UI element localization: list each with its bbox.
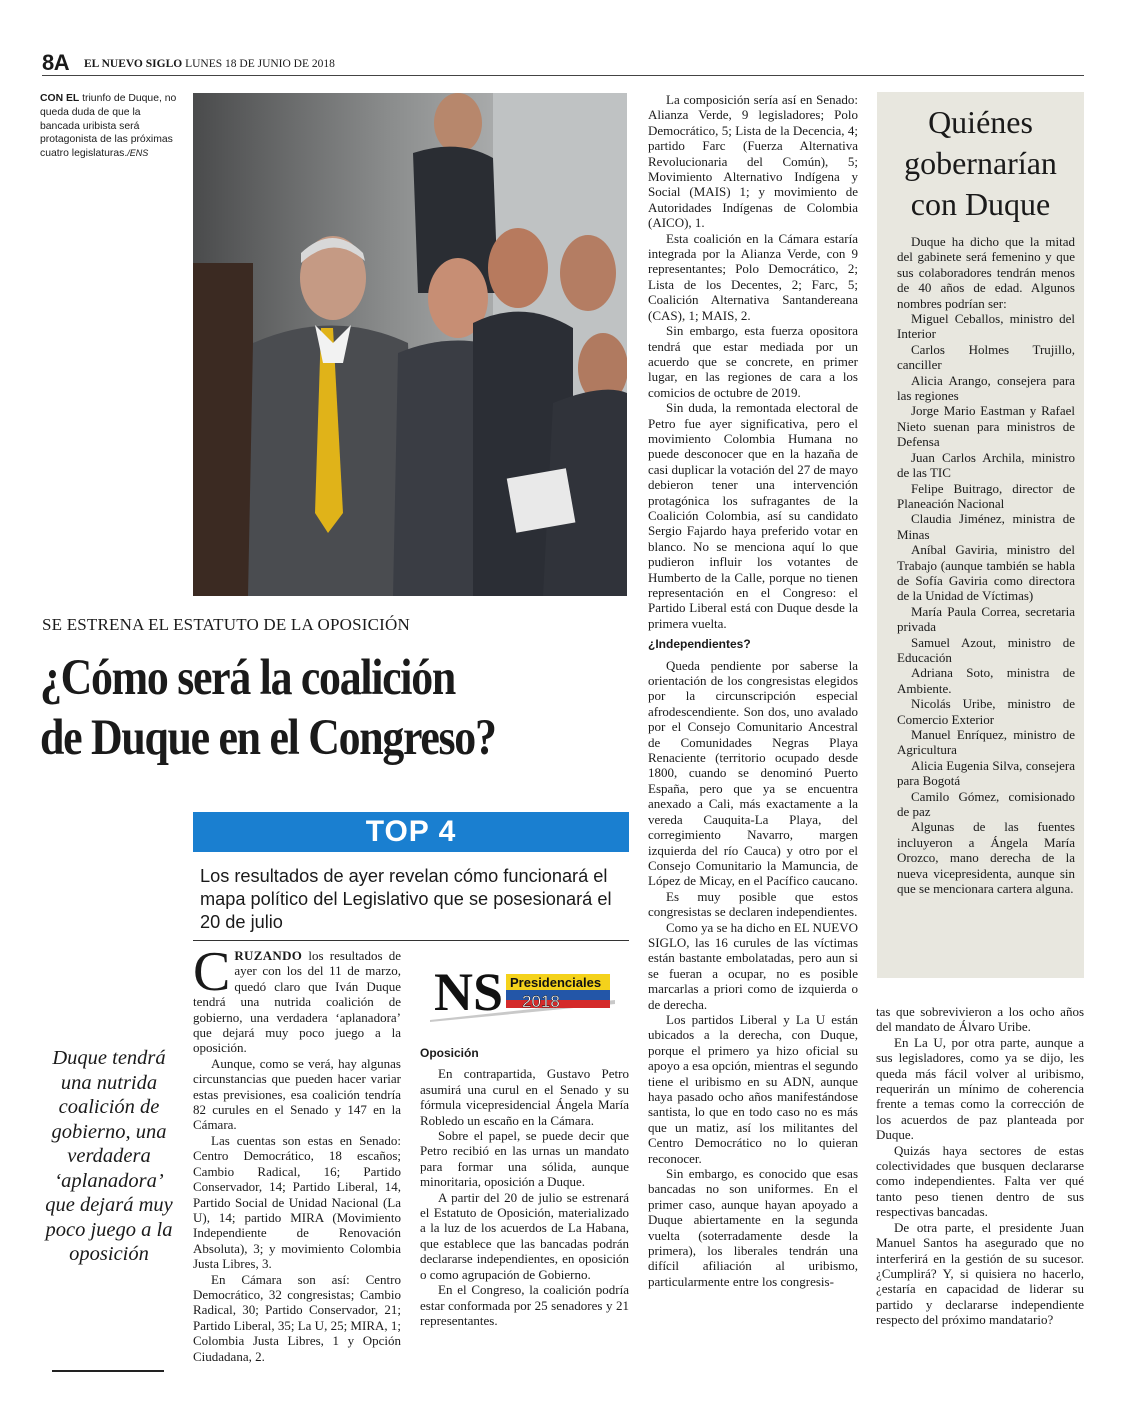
headline-line-1: ¿Cómo será la coalición [40, 650, 455, 706]
sidebar-item: Jorge Mario Eastman y Rafael Nieto suenan para ministros de Defensa [897, 403, 1075, 450]
article-paragraph: La composición sería así en Senado: Alianza Verde, 9 legisladores; Polo Democrático, 5; Lista de la Decencia, 4; partido Farc (Fuerza Alternativa Revolucionaria del Común), 5; Movimiento Alternativo Indígena y Social (MAIS) 1; y movimiento de Autoridades Indígenas de Colombia (AICO), 1. [648, 92, 858, 231]
article-paragraph: Aunque, como se verá, hay algunas circunstancias que pueden hacer variar estas previsiones, esa coalición tendría 82 curules en el Senado y 147 en la Cámara. [193, 1055, 401, 1133]
article-paragraph: Sin embargo, esta fuerza opositora tendrá que estar mediada por un acuerdo que se concrete, en primer lugar, en las regiones de cara a los comicios de octubre de 2019. [648, 323, 858, 400]
article-paragraph: Queda pendiente por saberse la orientación de los congresistas elegidos por la circunscripción especial afrodescendiente. Son dos, uno avalado por el Consejo Comunitario Ancestral de Comunidades Negras Playa Renaciente (territorio ocupado desde 1800, cuando se denominó Puerto España, pero que ya se encuentra anexado a Cali, más exactamente a la vereda Cauquita-La Playa, del corregimiento Navarro, margen izquierda del río Cauca) y otro por el Consejo Comunitario la Mamuncia, de López de Micay, en el Pacífico caucano. [648, 657, 858, 889]
sidebar-item: Samuel Azout, ministro de Educación [897, 634, 1075, 665]
top4-label: TOP 4 [365, 815, 457, 848]
article-paragraph: Sobre el papel, se puede decir que Petro recibió en las urnas un mandato para formar una sólida, aunque minoritaria, oposición a Duque. [420, 1128, 629, 1190]
photo-credit: /ENS [127, 148, 149, 159]
issue-date: LUNES 18 DE JUNIO DE 2018 [185, 58, 335, 70]
sidebar-item: María Paula Correa, secretaria privada [897, 603, 1075, 635]
article-paragraph: De otra parte, el presidente Juan Manuel Santos ha asegurado que no interferirá en la gestión de su sucesor. ¿Cumplirá? Y, si quisiera no hacerlo, ¿estaría en capacidad de liderar su partido y declararse independiente respecto del próximo mandatario? [876, 1219, 1084, 1328]
sidebar-box [877, 92, 1084, 978]
sidebar-item: Nicolás Uribe, ministro de Comercio Exterior [897, 696, 1075, 727]
article-paragraph: Quizás haya sectores de estas colectividades que busquen declararse como independientes. Falta ver qué tanto peso tienen dentro de sus respectivas bancadas. [876, 1142, 1084, 1220]
sidebar-item: Carlos Holmes Trujillo, canciller [897, 341, 1075, 373]
top4-banner [193, 812, 629, 852]
caption-text: triunfo de Duque, no queda duda de que la bancada uribista será protagonista de las próximas cuatro legislaturas. [40, 93, 177, 160]
sidebar-item: Manuel Enríquez, ministro de Agricultura [897, 727, 1075, 758]
sidebar-title: Quiénes gobernarían con Duque [904, 104, 1057, 222]
article-paragraph: Como ya se ha dicho en EL NUEVO SIGLO, las 16 curules de las víctimas están bastante embolatadas, pero aun si se fueran a ocupar, no es posible marcarlas a priori como de izquierda o de derecha. [648, 919, 858, 1012]
photo-caption [40, 92, 182, 161]
article-column-4 [876, 1004, 1084, 1328]
subhead-independientes: ¿Independientes? [648, 637, 751, 652]
drop-cap: C [193, 941, 231, 1003]
headline [40, 648, 547, 768]
logo-label: Presidenciales [510, 975, 602, 990]
article-paragraph: Esta coalición en la Cámara estaría integrada por la Alianza Verde, con 9 representantes; Polo Democrático, 2; Lista de los Decentes, 2; Farc, 5; Coalición Alternativa Santandereana (CAS), 1; MAIS, 2. [648, 230, 858, 323]
article-paragraph: Las cuentas son estas en Senado: Centro Democrático, 18 escaños; Cambio Radical, 16; Partido Conservador, 14; Partido Liberal, 14, Partido Social de Unidad Nacional (La U), 14; partido MIRA (Movimiento Independiente de Renovación Absoluta), 3; y movimiento Colombia Justa Libres, 3. [193, 1132, 401, 1272]
sidebar-intro: Duque ha dicho que la mitad del gabinete será femenino y que sus colaboradores tendrán menos de 40 años de edad. Algunos nombres podrían ser: [897, 234, 1075, 311]
pull-quote: Duque tendrá una nutrida coalición de gobierno, una verdadera ‘aplanadora’ que dejará muy poco juego a la oposición [45, 1047, 173, 1265]
headline-line-2: de Duque en el Congreso? [40, 710, 496, 766]
sidebar-item: Alicia Arango, consejera para las regiones [897, 372, 1075, 404]
article-column-2 [420, 1040, 629, 1328]
article-column-1 [193, 941, 401, 1364]
subhead-oposicion: Oposición [420, 1046, 479, 1060]
presidenciales-logo [430, 960, 615, 1022]
deck: Los resultados de ayer revelan cómo funcionará el mapa político del Legislativo que se posesionará el 20 de julio [200, 866, 612, 932]
sidebar-item: Camilo Gómez, comisionado de paz [897, 788, 1075, 820]
article-paragraph: Sin duda, la remontada electoral de Petro fue ayer significativa, pero el movimiento Colombia Humana no puede desconocer que en la hazaña de casi duplicar la votación del 27 de mayo debieron tener una intervención protagónica los sufragantes de la Coalición Colombia, así su candidato Sergio Fajardo haya preferido votar en blanco. No se menciona aquí lo que pudieron influir los votantes de Humberto de la Calle, porque no tienen representación en el Congreso: el Partido Liberal está con Duque desde la primera vuelta. [648, 400, 858, 631]
sidebar-item: Felipe Buitrago, director de Planeación Nacional [897, 480, 1075, 511]
page-number: 8A [42, 50, 70, 75]
article-paragraph: En Cámara son así: Centro Democrático, 32 congresistas; Cambio Radical, 30; Partido Conservador, 21; Partido Liberal, 35; La U, 25; MIRA, 1; Colombia Justa Libres, 1 y Opción Ciudadana, 2. [193, 1271, 401, 1364]
page-header [42, 50, 1084, 76]
caption-lead: CON EL [40, 93, 80, 104]
article-paragraph: Los partidos Liberal y La U están ubicados a la derecha, con Duque, porque el primero ya hizo oficial su apoyo a esa opción, mientras el segundo tiene el uribismo en su ADN, aunque haya pasado ocho años manifestándose santista, lo que en todo caso no es más que un matiz, así los militantes del Centro Democrático no lo quieran reconocer. [648, 1011, 858, 1166]
sidebar-item: Miguel Ceballos, ministro del Interior [897, 311, 1075, 342]
article-column-3 [648, 92, 858, 1289]
kicker: SE ESTRENA EL ESTATUTO DE LA OPOSICIÓN [42, 615, 410, 634]
photo-illustration [193, 93, 627, 596]
sidebar-item: Adriana Soto, ministra de Ambiente. [897, 665, 1075, 696]
logo-year: 2018 [522, 992, 560, 1011]
publication-name: EL NUEVO SIGLO [84, 58, 183, 70]
article-paragraph: En La U, por otra parte, aunque a sus legisladores, como ya se dijo, les queda más fácil volver al uribismo, requerirán un mínimo de coherencia frente a temas como la corrección de los acuerdos de paz planteada por Duque. [876, 1034, 1084, 1143]
article-paragraph: CRUZANDO los resultados de ayer con los del 11 de marzo, quedó claro que Iván Duque tendrá una nutrida coalición de gobierno, una verdadera ‘aplanadora’ que dejará muy poco juego a la oposición. [193, 941, 401, 1056]
article-paragraph: A partir del 20 de julio se estrenará el Estatuto de Oposición, materializado a la luz de los acuerdos de La Habana, que establece que las bancadas podrán declararse independientes, en oposición o como agrupación de Gobierno. [420, 1189, 629, 1282]
logo-letters: NS [434, 962, 504, 1022]
news-photo [193, 93, 627, 596]
sidebar-item: Aníbal Gaviria, ministro del Trabajo (aunque también se habla de Sofía Gaviria como directora de la Unidad de Víctimas) [897, 542, 1075, 604]
lead-word: RUZANDO [234, 948, 303, 963]
article-paragraph: Sin embargo, es conocido que esas bancadas no son uniformes. En el primer caso, aunque hayan apoyado a Duque abiertamente en la segunda vuelta (soterradamente desde la primera), los liberales tendrán una difícil afiliación al uribismo, particularmente entre los congresis- [648, 1166, 858, 1289]
article-paragraph: Es muy posible que estos congresistas se declaren independientes. [648, 888, 858, 920]
article-paragraph: En contrapartida, Gustavo Petro asumirá una curul en el Senado y su fórmula vicepresidencial Ángela María Robledo un escaño en la Cámara. [420, 1066, 629, 1128]
sidebar-body [897, 234, 1075, 896]
sidebar-item: Juan Carlos Archila, ministro de las TIC [897, 449, 1075, 481]
pull-quote-rule [52, 1370, 164, 1372]
sidebar-outro: Algunas de las fuentes incluyeron a Ángela María Orozco, mano derecha de la nueva vicepresidenta, aunque sin que se mencionara cartera alguna. [897, 819, 1075, 897]
article-paragraph: tas que sobrevivieron a los ocho años del mandato de Álvaro Uribe. [876, 1004, 1084, 1035]
masthead [84, 58, 335, 70]
sidebar-item: Alicia Eugenia Silva, consejera para Bogotá [897, 757, 1075, 789]
article-paragraph: En el Congreso, la coalición podría estar conformada por 25 senadores y 21 representantes. [420, 1282, 629, 1328]
sidebar-item: Claudia Jiménez, ministra de Minas [897, 511, 1075, 542]
deck-divider [193, 940, 629, 941]
